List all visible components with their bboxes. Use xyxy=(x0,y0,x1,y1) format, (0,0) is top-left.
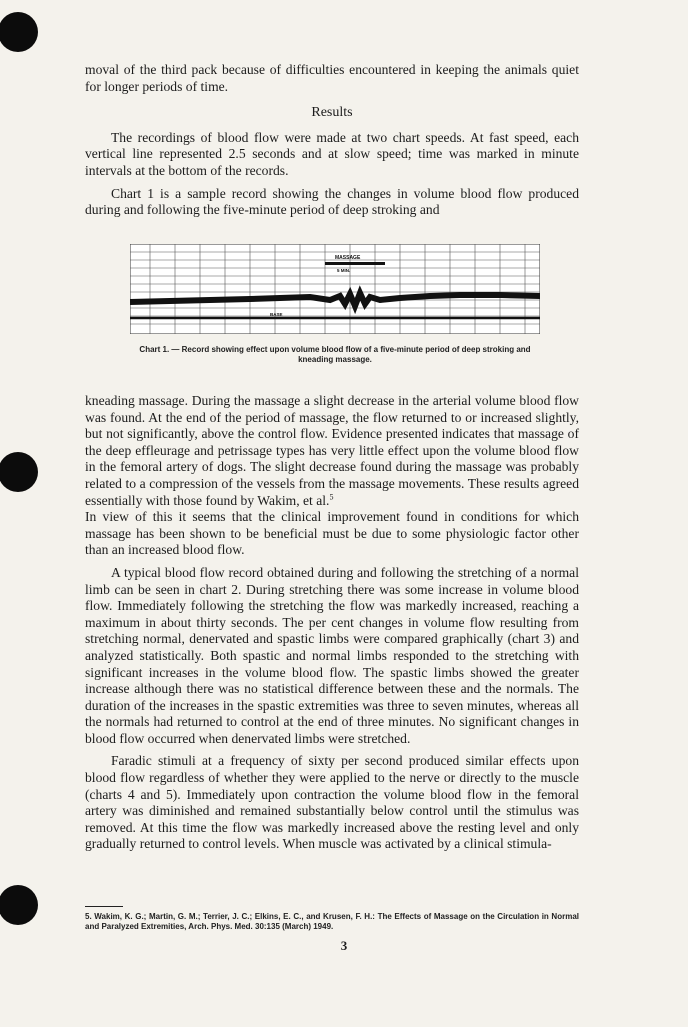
label-massage: MASSAGE xyxy=(335,255,361,261)
massage-marker xyxy=(325,262,385,265)
chart-1-record xyxy=(130,244,540,334)
paragraph-massage-results-text: kneading massage. During the massage a slight decrease in the arterial volume blood flow was found. At the end of the period of massage, the flow returned to or increased slightly, but not significantly, above the control flow. Evidence presented indicates that massage of the deep effleurage and petrissage types has very little effect upon the volume blood flow in the femoral artery of dogs. The slight decrease found during the massage was probably related to a compression of the vessels from the massage movements. These results agreed essentially with those found by Wakim, et al. xyxy=(85,393,579,508)
paragraph-clinical: In view of this it seems that the clinical improvement found in conditions for which massage has been shown to be beneficial must be due to some physiologic factor other than an increased blood flow. xyxy=(85,509,579,558)
text-top xyxy=(85,62,579,219)
footnote-rule xyxy=(85,906,123,907)
section-heading-results: Results xyxy=(311,105,353,121)
label-base: BASE xyxy=(270,312,283,317)
paragraph-stretching: A typical blood flow record obtained during and following the stretching of a normal limb can be seen in chart 2. During stretching there was some increase in volume blood flow. Immediately following the stretching the flow was markedly increased, reaching a maximum in about thirty seconds. The per cent changes in volume flow resulting from stretching normal, denervated and spastic limbs were compared graphically (chart 3) and analyzed statistically. Both spastic and normal limbs responded to the stretching with significant increases in the volume blood flow. The spastic limbs showed the greater increase although there was no statistical difference between these and the normals. The duration of the increases in the spastic extremities was three to seven minutes, whereas all the normals had returned to control at the end of three minutes. No significant changes in blood flow occurred when denervated limbs were stretched. xyxy=(85,564,579,746)
binder-hole-top xyxy=(0,12,38,52)
figure-caption: Chart 1. — Record showing effect upon volume blood flow of a five-minute period of deep stroking and kneading massage. xyxy=(139,345,531,364)
paragraph-chart-speeds: The recordings of blood flow were made at two chart speeds. At fast speed, each vertical line represented 2.5 seconds and at slow speed; time was marked in minute intervals at the bottom of the records. xyxy=(85,129,579,178)
paragraph-chart1-intro: Chart 1 is a sample record showing the changes in volume blood flow produced during and following the five-minute period of deep stroking and xyxy=(85,185,579,218)
page-number: 3 xyxy=(340,938,348,953)
paragraph-massage-results xyxy=(85,393,579,509)
text-bottom xyxy=(85,393,579,853)
binder-hole-middle xyxy=(0,452,38,492)
footnote: 5. Wakim, K. G.; Martin, G. M.; Terrier, J. C.; Elkins, E. C., and Krusen, F. H.: The Effects of Massage on the Circulation in Normal and Paralyzed Extremities, Arch. Phys. Med. 30:135 (March) 1949. xyxy=(85,912,579,931)
footnote-reference: 5 xyxy=(329,492,334,502)
paragraph-carryover: moval of the third pack because of difficulties encountered in keeping the animals quiet for longer periods of time. xyxy=(85,62,579,94)
label-speed: 5 MIN. xyxy=(337,268,351,273)
paragraph-faradic: Faradic stimuli at a frequency of sixty per second produced similar effects upon blood flow regardless of whether they were applied to the nerve or directly to the muscle (charts 4 and 5). Immediately upon contraction the volume blood flow in the femoral artery was diminished and remained substantially below control until the stimulus was removed. At this time the flow was markedly increased above the resting level and only gradually returned to control levels. When muscle was activated by a clinical stimula- xyxy=(85,753,579,852)
binder-hole-bottom xyxy=(0,885,38,925)
